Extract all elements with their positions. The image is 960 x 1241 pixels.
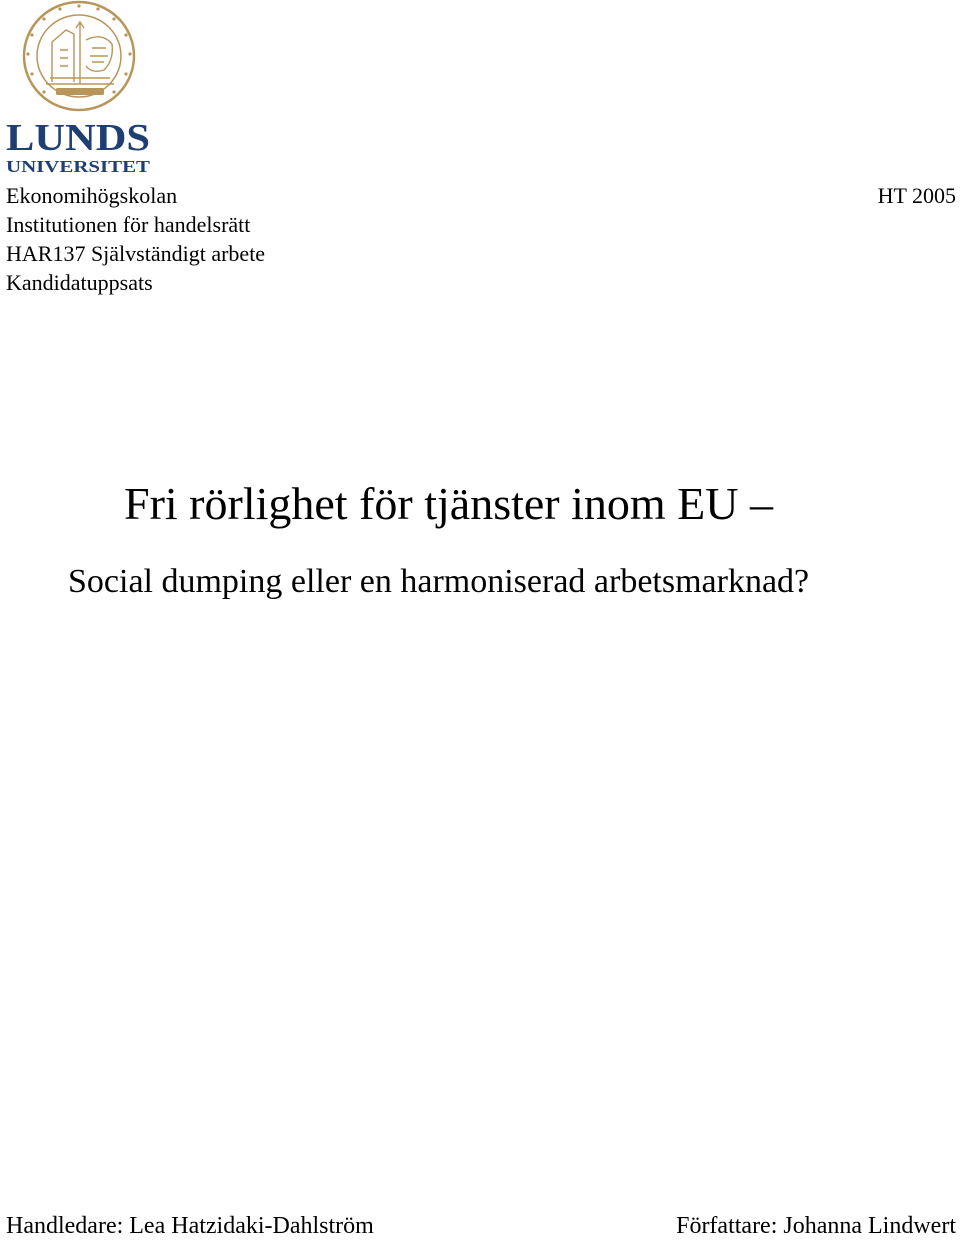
author-line: Författare: Johanna Lindwert: [676, 1213, 956, 1239]
university-seal-icon: [22, 0, 136, 112]
supervisor-line: Handledare: Lea Hatzidaki-Dahlström: [6, 1213, 374, 1239]
school-name: Ekonomihögskolan: [6, 183, 178, 208]
course-code: HAR137 Självständigt arbete: [6, 241, 266, 266]
thesis-title: Fri rörlighet för tjänster inom EU –: [124, 478, 773, 529]
term-label: HT 2005: [877, 183, 956, 208]
lunds-universitet-wordmark: [6, 118, 152, 176]
svg-text:UNIVERSITET: UNIVERSITET: [6, 157, 151, 176]
svg-text:LUNDS: LUNDS: [6, 118, 150, 159]
department-name: Institutionen för handelsrätt: [6, 212, 251, 237]
thesis-type: Kandidatuppsats: [6, 270, 153, 295]
thesis-subtitle: Social dumping eller en harmoniserad arbetsmarknad?: [68, 563, 810, 600]
